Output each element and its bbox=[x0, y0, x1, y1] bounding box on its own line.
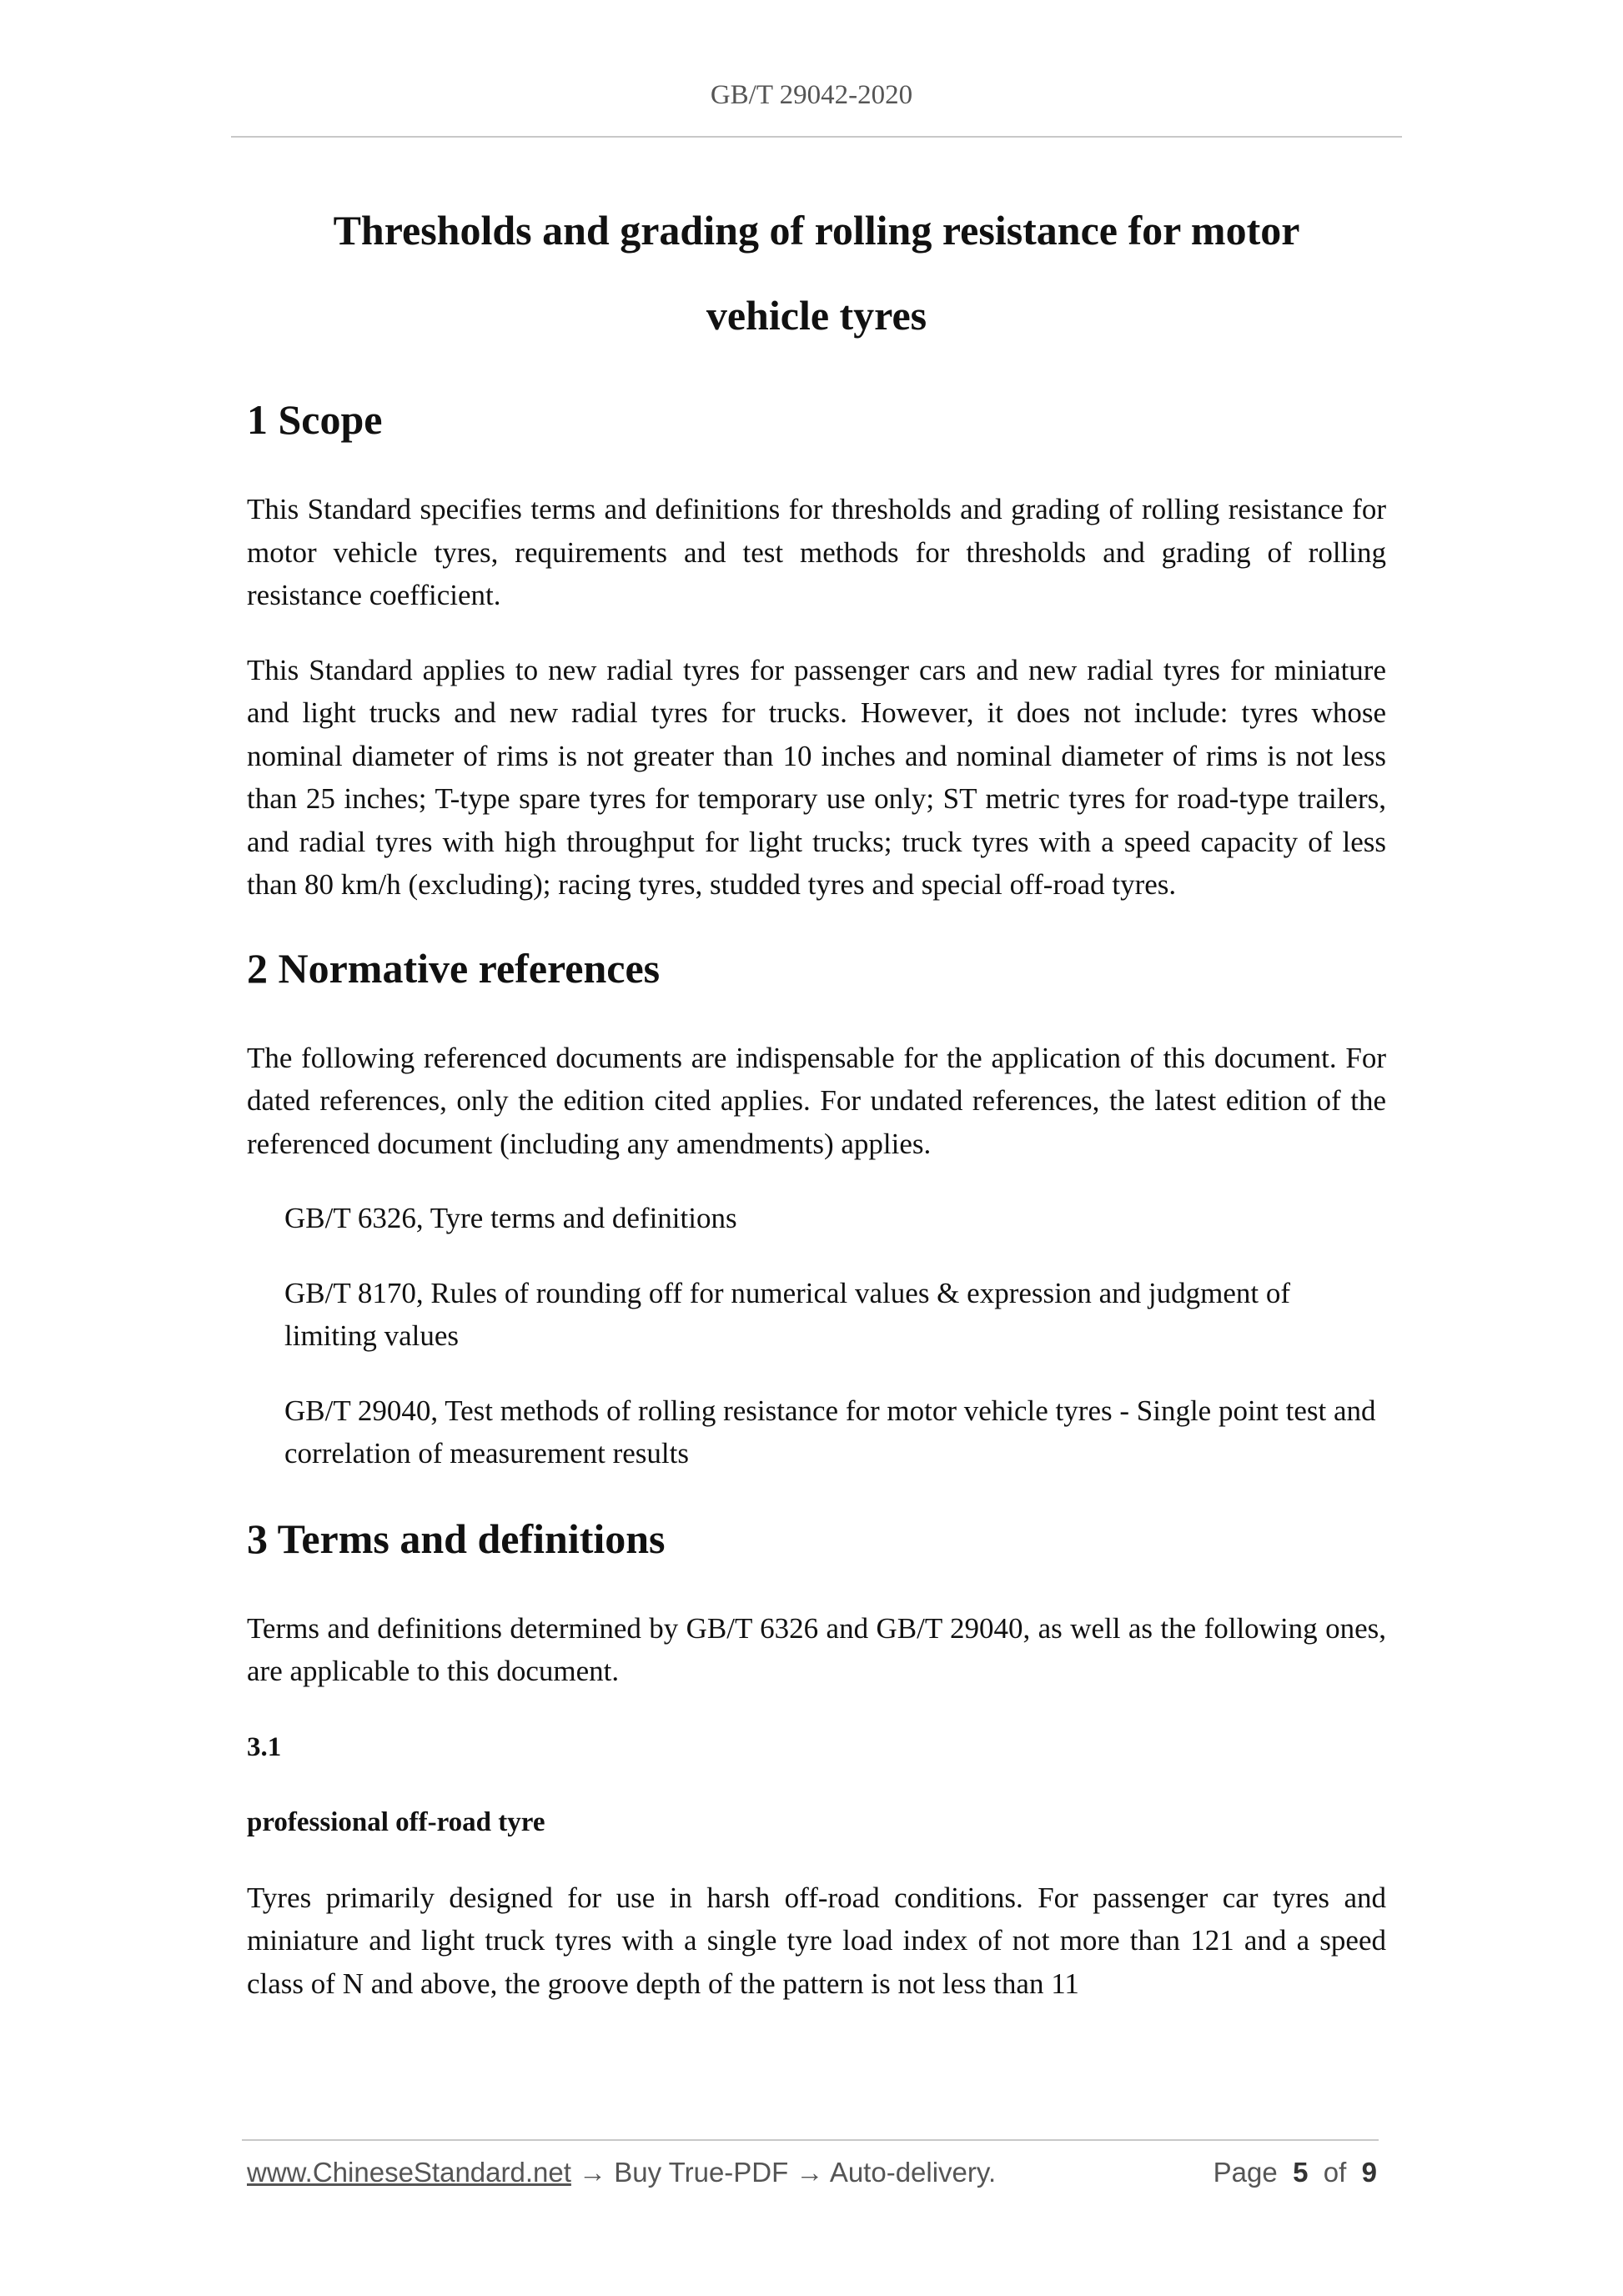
reference-list bbox=[247, 1197, 1386, 1475]
term-definition: Tyres primarily designed for use in harsh off-road conditions. For passenger car tyres and miniature and light truck tyres with a single tyre load index of not more than 121 and a speed class of N and above, the groove depth of the pattern is not less than 11 bbox=[247, 1881, 1386, 2000]
normative-references-intro: The following referenced documents are indispensable for the application of this document. For dated references, only the edition cited applies. For undated references, the latest edition of the referenced document (including any amendments) applies. bbox=[247, 1041, 1386, 1160]
term-name: professional off-road tyre bbox=[247, 1806, 545, 1837]
document-title-line-2: vehicle tyres bbox=[706, 292, 927, 339]
section-heading-scope: 1 Scope bbox=[247, 396, 383, 443]
footer-promo bbox=[247, 2157, 996, 2188]
header-divider bbox=[231, 136, 1402, 138]
reference-item: GB/T 6326, Tyre terms and definitions bbox=[284, 1202, 737, 1234]
document-title-line-1: Thresholds and grading of rolling resistance for motor bbox=[333, 207, 1300, 254]
term-number: 3.1 bbox=[247, 1731, 282, 1762]
document-body bbox=[247, 188, 1386, 2005]
document-title bbox=[247, 188, 1386, 358]
terms-intro: Terms and definitions determined by GB/T 6326 and GB/T 29040, as well as the following ones, are applicable to this document. bbox=[247, 1611, 1386, 1687]
of-word: of bbox=[1323, 2157, 1347, 2188]
page-header-standard-code: GB/T 29042-2020 bbox=[710, 80, 913, 110]
footer-promo-text: → Buy True-PDF → Auto-delivery. bbox=[570, 2157, 997, 2188]
reference-item: GB/T 29040, Test methods of rolling resistance for motor vehicle tyres - Single point test and correlation of measurement results bbox=[284, 1394, 1376, 1470]
footer-divider bbox=[242, 2139, 1379, 2141]
website-link[interactable]: www.ChineseStandard.net bbox=[247, 2157, 571, 2188]
scope-paragraph-1: This Standard specifies terms and definitions for thresholds and grading of rolling resistance for motor vehicle tyres, requirements and test methods for thresholds and grading of rolling resistance coefficient. bbox=[247, 493, 1386, 611]
scope-paragraph-2: This Standard applies to new radial tyres for passenger cars and new radial tyres for miniature and light trucks and new radial tyres for trucks. However, it does not include: tyres whose nominal diameter of rims is not greater than 10 inches and nominal diameter of rims is not less than 25 inches; T-type spare tyres for temporary use only; ST metric tyres for road-type trailers, and radial tyres with high throughput for light trucks; truck tyres with a speed capacity of less than 80 km/h (excluding); racing tyres, studded tyres and special off-road tyres. bbox=[247, 653, 1386, 901]
page-indicator bbox=[1213, 2157, 1377, 2188]
section-heading-terms-definitions: 3 Terms and definitions bbox=[247, 1515, 666, 1562]
page-total: 9 bbox=[1361, 2157, 1377, 2188]
section-heading-normative-references: 2 Normative references bbox=[247, 944, 661, 992]
page-word: Page bbox=[1213, 2157, 1278, 2188]
reference-item: GB/T 8170, Rules of rounding off for numerical values & expression and judgment of limiting values bbox=[284, 1276, 1290, 1352]
page-current: 5 bbox=[1293, 2157, 1309, 2188]
